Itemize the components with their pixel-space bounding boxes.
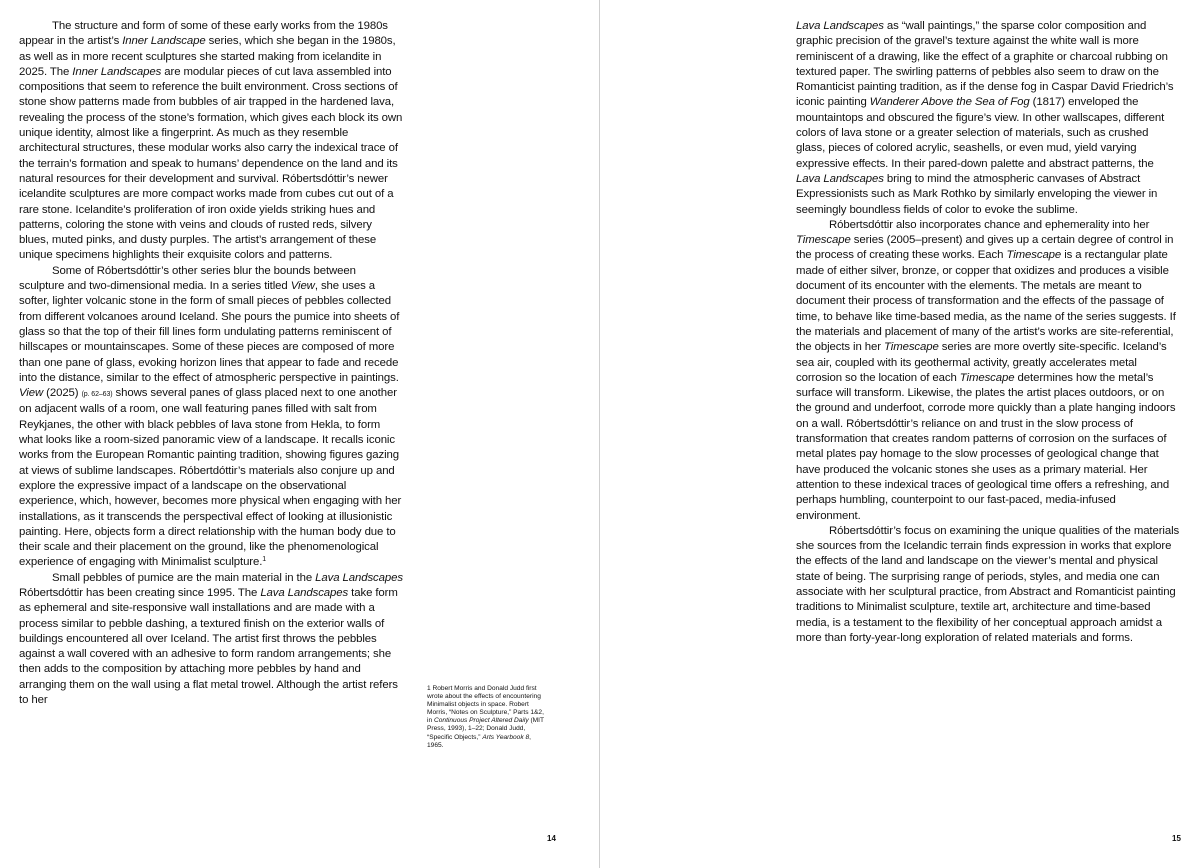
left-page-body-text (19, 19, 404, 708)
text-run: Róbertsdóttir has been creating since 1995. The (19, 586, 261, 599)
text-run: as “wall paintings,” the sparse color composition and graphic precision of the gravel’s texture against the white wall is more reminiscent of a drawing, like the effect of a graphite or charcoal rubbing on textured paper. The swirling patterns of pebbles also seem to draw on the Romanticist painting tradition, as if the dense fog in Caspar David Friedrich’s iconic painting (796, 20, 1174, 109)
text-run: 1 Robert Morris and Donald Judd first wrote about the effects of encountering Minimalist objects in space. Robert Morris, “Notes on Sculpture,” Parts 1&2, in (427, 685, 544, 725)
footnote-1 (427, 685, 547, 750)
text-run: series, which she began in the 1980s, as well as in more recent sculptures she started making from icelandite in 2025. The (19, 35, 396, 78)
page-number-left: 14 (547, 834, 556, 843)
right-paragraph-3 (796, 524, 1180, 646)
page-gutter-divider (599, 0, 600, 868)
italic-run: Continuous Project Altered Daily (433, 717, 529, 725)
text-run: Some of Róbertsdóttir’s other series blur the bounds between sculpture and two-dimensional media. In a series titled (19, 264, 356, 293)
text-run: Small pebbles of pumice are the main material in the (52, 571, 316, 584)
right-paragraph-2 (796, 218, 1180, 524)
right-paragraph-1 (796, 19, 1180, 218)
italic-run: Timescape (796, 234, 851, 247)
page-number-right: 15 (1172, 834, 1181, 843)
italic-run: Timescape (1006, 249, 1062, 262)
italic-run: Timescape (959, 371, 1015, 384)
italic-run: Lava Landscapes (260, 586, 349, 599)
italic-run: Inner Landscape (122, 35, 206, 48)
italic-run: Wanderer Above the Sea of Fog (869, 96, 1030, 109)
text-run: are modular pieces of cut lava assembled into compositions that seem to reference the built environment. Cross sections of stone show patterns made from bubbles of air trapped in the hardened lava, revealing the process of the stone’s formation, which gives each block its own unique identity, almost like a fingerprint. As much as they resemble architectural structures, these modular works also carry the indexical trace of the terrain’s formation and speak to humans’ dependence on the land and its natural resources for their development and survival. Róbertsdóttir’s newer icelandite sculptures are more compact works made from cubes cut out of a rare stone. Icelandite’s proliferation of iron oxide yields striking hues and patterns, coloring the stone with veins and clouds of rusted reds, silvery blues, muted pinks, and dusty purples. The artist’s arrangement of these unique specimens highlights their exquisite colors and patterns. (19, 65, 403, 262)
text-run: take form as ephemeral and site-responsive wall installations and are made with a process similar to pebble dashing, a textured finish on the exterior walls of buildings encountered all over Iceland. The artist first throws the pebbles against a wall covered with an adhesive to form random arrangements; she then adds to the composition by attaching more pebbles by hand and arranging them on the wall using a flat metal trowel. Although the artist refers to her (19, 586, 398, 707)
left-paragraph-3 (19, 571, 404, 709)
right-page-body-text (796, 19, 1180, 646)
text-run: series (2005–present) and gives up a certain degree of control in the process of creating these works. Each (796, 234, 1174, 262)
left-paragraph-2 (19, 264, 404, 571)
text-run: Róbertsdóttir also incorporates chance and ephemerality into her (829, 218, 1150, 231)
text-run: (1817) enveloped the mountaintops and obscured the figure’s view. In other wallscapes, different colors of lava stone or a greater selection of materials, such as crushed glass, pieces of colored acrylic, seashells, or even mud, yield varying expressive effects. In their pared-down palette and abstract patterns, the (796, 96, 1165, 170)
text-run: determines how the metal’s surface will transform. Likewise, the plates the artist places outdoors, or on the ground and underfoot, corrode more quickly than a plate hanging indoors on a wall. Róbertsdóttir’s reliance on and trust in the slow process of transformation that creates random patterns of corrosion on the surfaces of metal plates pay homage to the slow processes of geological change that have produced the volcanic stones she uses as a primary material. Her attention to these indexical traces of geological time offers a refreshing, and perhaps humbling, counterpoint to our fast-paced, media-infused environment. (796, 371, 1176, 522)
text-run: , she uses a softer, lighter volcanic stone in the form of small pieces of pebbles collected from different volcanoes around Iceland. She pours the pumice into sheets of glass so that the top of their fill lines form undulating patterns reminiscent of hillscapes or mountainscapes. Some of these pieces are composed of more than one pane of glass, evoking horizon lines that appear to fade and recede into the distance, similar to the effect of atmospheric perspective in paintings. (19, 280, 400, 384)
text-run: (2025) (43, 387, 82, 400)
italic-run: Timescape (884, 341, 939, 354)
left-paragraph-1 (19, 19, 404, 264)
text-run: The structure and form of some of these early works from the 1980s appear in the artist’s (19, 20, 388, 48)
page-reference: (p. 62–63) (81, 391, 113, 399)
text-run: Róbertsdóttir’s focus on examining the unique qualities of the materials she sources from the Icelandic terrain finds expression in works that explore the effects of the land and landscape on the viewer’s mental and physical state of being. The surprising range of periods, styles, and media one can associate with her sculptural practice, from Abstract and Romanticist painting traditions to Minimalist sculpture, textile art, architecture and time-based media, is a testament to the flexibility of her conceptual approach amidst a more than forty-year-long exploration of related materials and forms. (796, 524, 1180, 644)
text-run: , 1965. (427, 733, 531, 749)
italic-run: Inner Landscapes (72, 65, 162, 78)
italic-run: Lava Landscapes (796, 172, 884, 185)
footnote-marker: 1 (262, 556, 267, 564)
text-run: (MIT Press, 1993), 1–22; Donald Judd, “Specific Objects,” (427, 717, 544, 741)
italic-run: Arts Yearbook 8 (482, 733, 530, 741)
italic-run: View (290, 280, 315, 293)
text-run: bring to mind the atmospheric canvases of Abstract Expressionists such as Mark Rothko by similarly enveloping the viewer in seemingly boundless fields of color to evoke the sublime. (796, 172, 1158, 216)
italic-run: Lava Landscapes (315, 571, 403, 584)
italic-run: Lava Landscapes (796, 20, 884, 32)
text-run: shows several panes of glass placed next to one another on adjacent walls of a room, one wall featuring panes filled with salt from Reykjanes, the other with black pebbles of lava stone from Hekla, to form what looks like a room-sized panoramic view of a landscape. It recalls iconic works from the European Romantic painting tradition, showing figures gazing at views of sublime landscapes. Róbertdóttir’s materials also conjure up and explore the expressive impact of a landscape on the observational experience, which, however, becomes more physical when engaging with her installations, as it transcends the perspectival effect of looking at illusionistic painting. Here, objects form a direct relationship with the human body due to their scale and their placement on the ground, like the phenomenological experience of engaging with Minimalist sculpture. (19, 387, 402, 569)
text-run: is a rectangular plate made of either silver, bronze, or copper that oxidizes and produces a visible document of its encounter with the elements. The metals are meant to document their process of transformation and the effects of the passage of time, to behave like time-based media, as the name of the series suggests. If the materials and placement of many of the artist’s works are site-referential, the objects in her (796, 249, 1176, 354)
text-run: series are more overtly site-specific. Iceland’s sea air, coupled with its geothermal activity, greatly accelerates metal corrosion so the location of each (796, 341, 1167, 384)
italic-run: View (19, 387, 44, 400)
